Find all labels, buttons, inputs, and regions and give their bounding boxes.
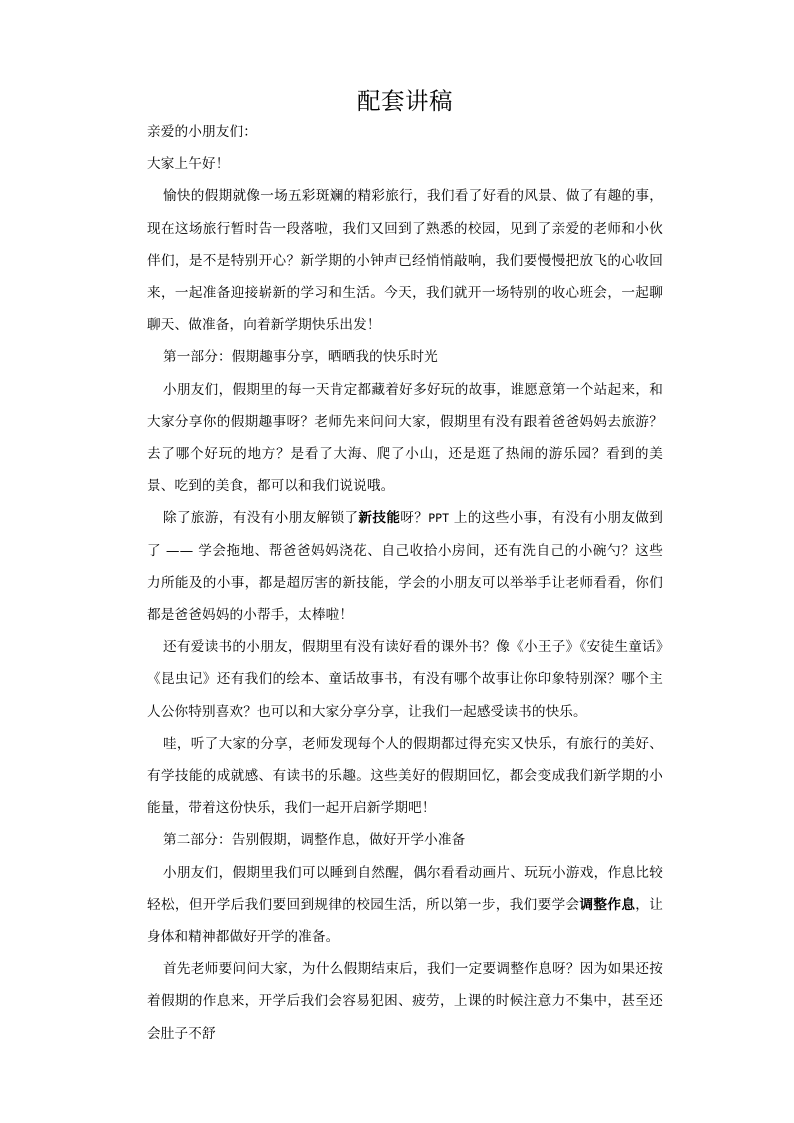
segment-text: 除了旅游，有没有小朋友解锁了 (163, 510, 359, 527)
segment-emphasis-adjust-schedule: 调整作息 (579, 896, 636, 913)
paragraph-section-2-1 (147, 857, 663, 954)
paragraph-section-1-4: 哇，听了大家的分享，老师发现每个人的假期都过得充实又快乐，有旅行的美好、有学技能的成就感、有读书的乐趣。这些美好的假期回忆，都会变成我们新学期的小能量，带着这份快乐，我们一起开启新学期吧！ (147, 735, 663, 817)
segment-text: 小朋友们，假期里我们可以睡到自然醒，偶尔看看动画片、玩玩小游戏，作息比较轻松，但开学后我们要回到规律的校园生活，所以第一步，我们要学会 (147, 864, 663, 913)
heading-section-2: 第二部分：告别假期，调整作息，做好开学小准备 (163, 832, 466, 849)
paragraph-salutation: 亲爱的小朋友们： (147, 124, 257, 140)
paragraph-section-1-3: 还有爱读书的小朋友，假期里有没有读好看的课外书？像《小王子》《安徒生童话》《昆虫记》还有我们的绘本、童话故事书，有没有哪个故事让你印象特别深？哪个主人公你特别喜欢？也可以和大家分享分享，让我们一起感受读书的快乐。 (147, 639, 663, 720)
document-content (147, 0, 663, 1050)
segment-text: 呀？ (400, 510, 429, 527)
paragraph-opening: 愉快的假期就像一场五彩斑斓的精彩旅行，我们看了好看的风景、做了有趣的事，现在这场旅行暂时告一段落啦，我们又回到了熟悉的校园，见到了亲爱的老师和小伙伴们，是不是特别开心？新学期的小钟声已经悄悄敲响，我们要慢慢把放飞的心收回来，一起准备迎接崭新的学习和生活。今天，我们就开一场特别的收心班会，一起聊聊天、做准备，向着新学期快乐出发！ (147, 188, 663, 334)
paragraph-section-1-1: 小朋友们，假期里的每一天肯定都藏着好多好玩的故事，谁愿意第一个站起来，和大家分享你的假期趣事呀？老师先来问问大家，假期里有没有跟着爸爸妈妈去旅游？去了哪个好玩的地方？是看了大海、爬了小山，还是逛了热闹的游乐园？看到的美景、吃到的美食，都可以和我们说说哦。 (147, 381, 663, 495)
paragraph-section-2-2: 首先老师要问问大家，为什么假期结束后，我们一定要调整作息呀？因为如果还按着假期的作息来，开学后我们会容易犯困、疲劳，上课的时候注意力不集中，甚至还会肚子不舒 (147, 961, 663, 1042)
segment-emphasis-new-skill: 新技能 (358, 510, 401, 527)
page-title: 配套讲稿 (357, 87, 453, 115)
segment-text: 上的这些小事，有没有小朋友做到了 —— 学会拖地、帮爸爸妈妈浇花、自己收拾小房间，还有洗自己的小碗勺？这些力所能及的小事，都是超厉害的新技能，学会的小朋友可以举举手让老师看看，你们都是爸爸妈妈的小帮手，太棒啦！ (147, 510, 663, 624)
paragraph-greeting: 大家上午好！ (147, 156, 230, 173)
segment-text: ，让身体和精神都做好开学的准备。 (147, 896, 663, 946)
segment-mono-ppt: PPT (428, 511, 450, 526)
paragraph-section-1-2 (147, 502, 663, 631)
heading-section-1: 第一部分：假期趣事分享，晒晒我的快乐时光 (163, 349, 438, 366)
